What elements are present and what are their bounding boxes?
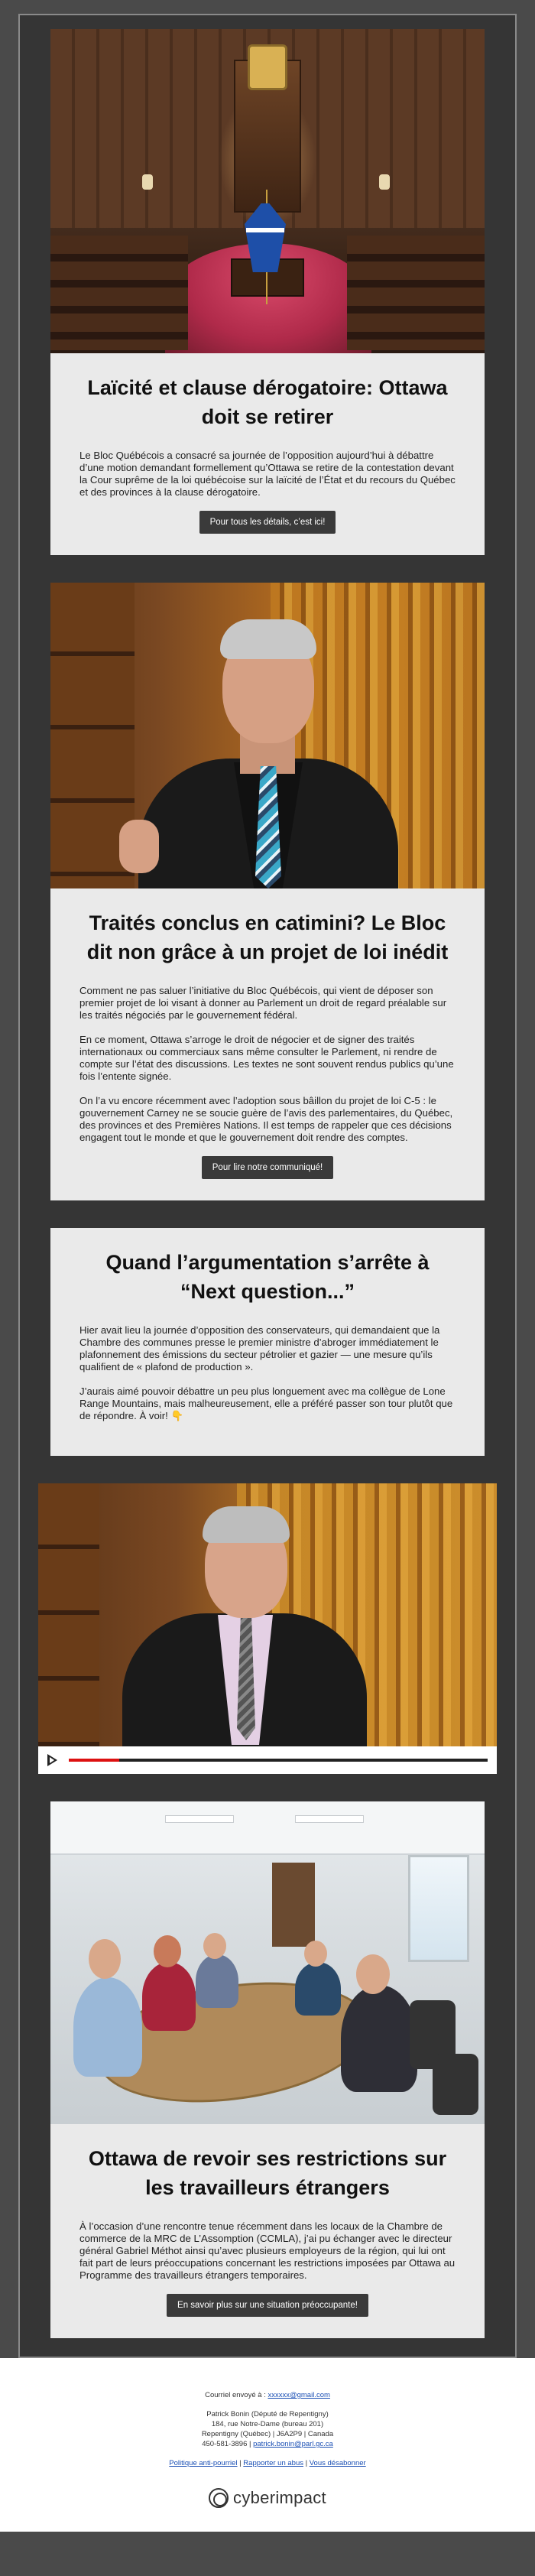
progress-bar[interactable] xyxy=(69,1759,488,1762)
hand xyxy=(119,820,159,873)
person-head xyxy=(89,1939,121,1979)
spacer xyxy=(15,2449,520,2458)
read-release-button[interactable]: Pour lire notre communiqué! xyxy=(202,1156,333,1179)
speaker-photo xyxy=(50,583,485,888)
button-wrap xyxy=(79,2294,456,2317)
article-card-3 xyxy=(50,1228,485,1456)
lamp xyxy=(379,174,390,190)
person-head xyxy=(203,1933,226,1959)
person-head xyxy=(304,1941,327,1967)
hair xyxy=(203,1506,290,1543)
article-title: Traités conclus en catimini? Le Bloc dit non grâce à un projet de loi inédit xyxy=(86,911,449,963)
article-paragraph: Comment ne pas saluer l’initiative du Bloc Québécois, qui vient de déposer son premier projet de loi visant à donner au Parlement un droit de regard préalable sur les traités négociés par le gouvernement fédéral. xyxy=(79,985,447,1021)
button-wrap xyxy=(79,1156,456,1179)
coat-of-arms xyxy=(248,44,287,90)
sent-to-line xyxy=(15,2390,520,2400)
progress-fill xyxy=(69,1759,119,1762)
window xyxy=(408,1855,469,1962)
article-paragraph: En ce moment, Ottawa s’arroge le droit de négocier et de signer des traités internationaux ou commerciaux sans même consulter le Parlement, ni rendre de compte sur l’état des discussions. Les textes ne sont souvent rendus publics qu’une fois l’entente signée. xyxy=(79,1034,454,1082)
spacer xyxy=(32,1774,503,1801)
article-card-4 xyxy=(50,2124,485,2338)
article-paragraph: J’aurais aimé pouvoir débattre un peu plus longuement avec ma collègue de Lone Range Mountains, mais malheureusement, elle a préféré passer son tour plutôt que de répondre. À voir! 👇 xyxy=(79,1385,453,1421)
ceiling xyxy=(50,1801,485,1855)
quebec-flag xyxy=(263,190,271,304)
person xyxy=(295,1962,341,2016)
address-line-1: 184, rue Notre-Dame (bureau 201) xyxy=(211,2420,324,2428)
article-title: Ottawa de revoir ses restrictions sur les travailleurs étrangers xyxy=(88,2147,447,2199)
spacer xyxy=(32,1456,503,1483)
spacer xyxy=(32,1200,503,1228)
video-player[interactable] xyxy=(38,1483,497,1774)
person xyxy=(341,1985,417,2092)
office-chair xyxy=(433,2054,478,2115)
separator: | xyxy=(303,2459,310,2467)
article-paragraph: Hier avait lieu la journée d’opposition des conservateurs, qui demandaient que la Chambre des communes presse le premier ministre d’abroger immédiatement le plafonnement des émissions du secteur pétrolier et gazier — une mesure qu’ils qualifient de « plafond de production ». xyxy=(79,1324,440,1372)
sender-name: Patrick Bonin (Député de Repentigny) xyxy=(206,2410,329,2418)
recipient-email-link[interactable]: xxxxxx@gmail.com xyxy=(268,2391,330,2399)
anti-spam-policy-link[interactable]: Politique anti-pourriel xyxy=(169,2459,238,2467)
video-screen[interactable] xyxy=(38,1483,497,1746)
article-title: Laïcité et clause dérogatoire: Ottawa doit se retirer xyxy=(87,376,448,428)
door xyxy=(272,1863,315,1947)
person xyxy=(73,1977,142,2077)
article-card-2 xyxy=(50,888,485,1200)
sent-to-label: Courriel envoyé à : xyxy=(205,2391,268,2399)
sender-email-link[interactable]: patrick.bonin@parl.gc.ca xyxy=(253,2440,333,2448)
lamp xyxy=(142,174,153,190)
play-icon-inner xyxy=(50,1757,54,1763)
spacer xyxy=(32,555,503,583)
parliament-chamber-photo xyxy=(50,29,485,353)
meeting-photo xyxy=(50,1801,485,2124)
report-abuse-link[interactable]: Rapporter un abus xyxy=(243,2459,303,2467)
separator: | xyxy=(247,2440,254,2448)
desks-right xyxy=(347,236,485,350)
phone: 450-581-3896 xyxy=(202,2440,248,2448)
hair xyxy=(220,619,316,659)
footer xyxy=(0,2358,535,2532)
article-paragraph: Le Bloc Québécois a consacré sa journée de l’opposition aujourd’hui à débattre d’une motion demandant formellement qu’Ottawa se retire de la contestation devant la Cour suprême de la loi québécoise sur la laïcité de l’État et du recours du Québec et des provinces à la clause dérogatoire. xyxy=(79,450,456,498)
cyberimpact-wordmark: cyberimpact xyxy=(233,2488,326,2507)
footer-links xyxy=(15,2458,520,2468)
person xyxy=(142,1962,196,2031)
person-head xyxy=(356,1954,390,1994)
person xyxy=(196,1954,238,2008)
video-controls xyxy=(38,1746,497,1774)
flag-cross xyxy=(246,228,284,232)
details-button[interactable]: Pour tous les détails, c’est ici! xyxy=(199,511,336,534)
learn-more-button[interactable]: En savoir plus sur une situation préoccupante! xyxy=(167,2294,368,2317)
spacer xyxy=(15,2400,520,2409)
article-card-1 xyxy=(50,353,485,555)
article-paragraph: À l’occasion d’une rencontre tenue récemment dans les locaux de la Chambre de commerce de la MRC de L’Assomption (CCMLA), j’ai pu échanger avec le directeur général Gabriel Méthot ainsi qu’avec plusieurs employeurs de la région, qui lui ont fait part de leurs préoccupations concernant les restrictions imposées par Ottawa au Programme des travailleurs étrangers temporaires. xyxy=(79,2220,456,2281)
article-paragraph: On l’a vu encore récemment avec l’adoption sous bâillon du projet de loi C-5 : le gouvernement Carney ne se soucie guère de l’avis des parlementaires, du Québec, des provinces et des Premières Nations. Il est temps de rappeler que ces décisions engagent tout le monde et que le gouvernement doit rendre des comptes. xyxy=(79,1095,453,1143)
address-line-2: Repentigny (Québec) | J6A2P9 | Canada xyxy=(201,2430,334,2438)
unsubscribe-link[interactable]: Vous désabonner xyxy=(309,2459,366,2467)
wood-panel xyxy=(38,1483,99,1746)
contact-line xyxy=(15,2439,520,2449)
ceiling-light xyxy=(295,1815,364,1823)
cyberimpact-logo[interactable] xyxy=(209,2488,326,2508)
button-wrap xyxy=(79,511,456,534)
ceiling-light xyxy=(165,1815,234,1823)
newsletter-frame xyxy=(18,14,517,2358)
separator: | xyxy=(237,2459,244,2467)
person-head xyxy=(154,1935,181,1967)
article-title: Quand l’argumentation s’arrête à “Next question...” xyxy=(105,1251,430,1303)
desks-left xyxy=(50,236,188,350)
cyberimpact-logo-icon xyxy=(209,2488,229,2508)
